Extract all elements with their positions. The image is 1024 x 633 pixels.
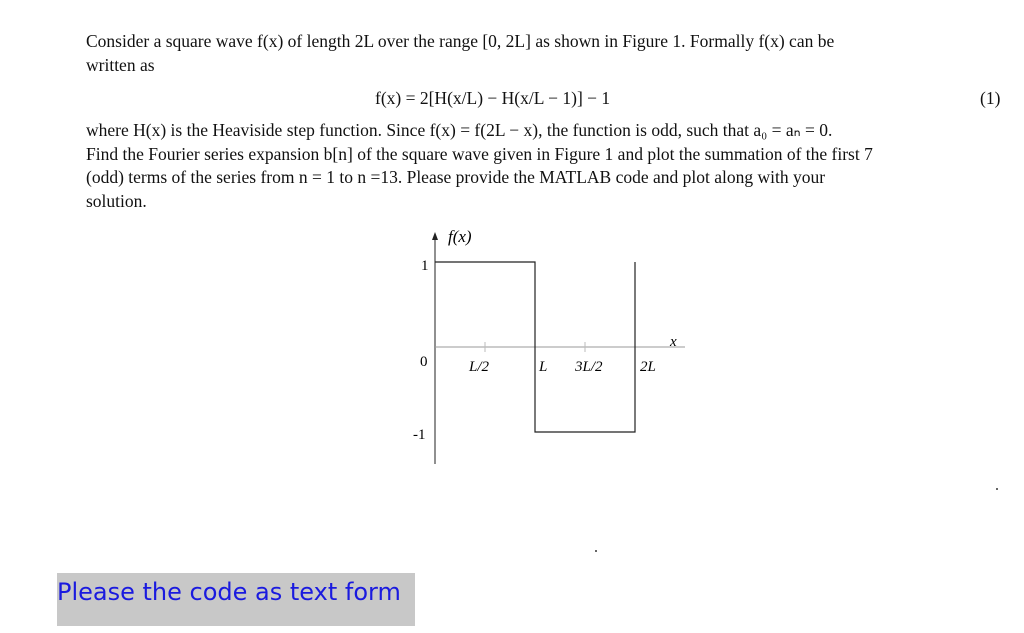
intro-paragraph: [86, 30, 996, 77]
x-tick-L: L: [539, 359, 548, 375]
stray-dot: [996, 488, 998, 490]
equation-number: (1): [980, 88, 1001, 108]
comment-note-text: Please the code as text form: [57, 578, 401, 606]
intro-line-2: written as: [86, 54, 155, 75]
question-line-2: Find the Fourier series expansion b[n] of the square wave given in Figure 1 and plot the summation of the first 7: [86, 143, 873, 164]
question-line-3: (odd) terms of the series from n = 1 to n =13. Please provide the MATLAB code and plot along with your: [86, 167, 826, 187]
y-axis-label: f(x): [448, 227, 472, 246]
y-tick-minus-1: -1: [413, 427, 426, 443]
x-tick-3L2: 3L/2: [575, 359, 603, 375]
y-tick-1: 1: [421, 258, 429, 274]
x-axis-label: x: [670, 334, 677, 350]
y-axis-arrow: [432, 232, 438, 240]
x-tick-2L: 2L: [640, 359, 656, 375]
equation: f(x) = 2[H(x/L) − H(x/L − 1)] − 1: [375, 88, 611, 108]
x-tick-L2: L/2: [469, 359, 490, 375]
question-line-4: solution.: [86, 190, 147, 211]
question-line-1: where H(x) is the Heaviside step function. Since f(x) = f(2L − x), the function is odd, such that a₀ = aₙ = 0.: [86, 120, 833, 140]
intro-line-1: Consider a square wave f(x) of length 2L over the range [0, 2L] as shown in Figure 1. Formally f(x) can be: [86, 31, 835, 51]
square-wave-figure: [400, 222, 700, 472]
question-paragraph: [86, 119, 996, 213]
y-tick-0: 0: [420, 354, 428, 370]
stray-dot: [595, 550, 597, 552]
comment-note: [57, 573, 415, 626]
